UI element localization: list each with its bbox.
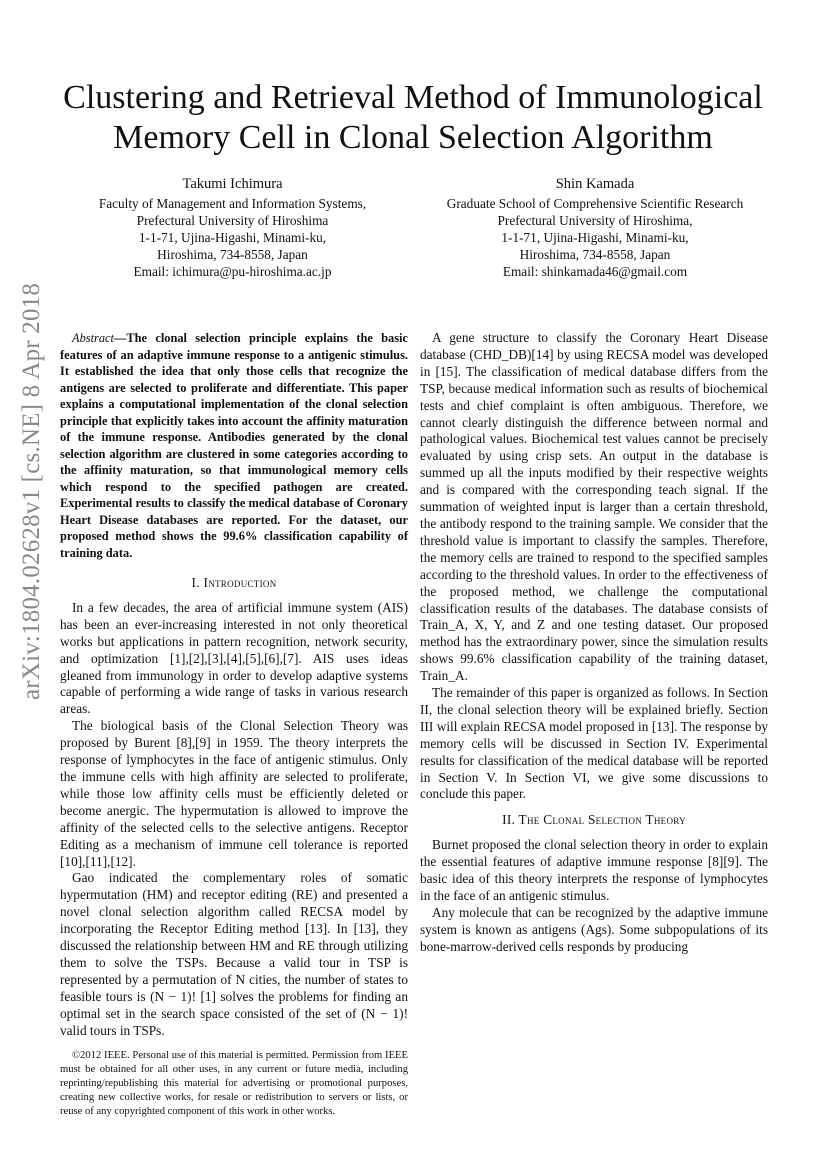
author-affiliation: Prefectural University of Hiroshima,: [497, 213, 693, 228]
paragraph: The remainder of this paper is organized as follows. In Section II, the clonal selection theory will be explained briefly. Section III will explain RECSA model proposed in [13]. The response by memory cells will be discussed in Section IV. Experimental results for classification of the medical database will be reported in Section V. In Section VI, we give some discussions to conclude this paper.: [420, 685, 768, 802]
author-block-2: [420, 176, 770, 280]
right-column: [420, 330, 768, 956]
author-affiliation: Graduate School of Comprehensive Scientific Research: [446, 196, 744, 211]
author-block-1: [60, 176, 405, 280]
paragraph: Gao indicated the complementary roles of somatic hypermutation (HM) and receptor editing (RE) and presented a novel clonal selection algorithm called RECSA model by incorporating the Receptor Editing method [13]. In [13], they discussed the relationship between HM and RE through utilizing them to solve the TSPs. Because a valid tour in TSP is represented by a permutation of N cities, the number of states to feasible tours is (N − 1)! [1] solves the problems for finding an optimal set in the search space consisted of the set of (N − 1)! valid tours in TSPs.: [60, 870, 408, 1038]
left-column: [60, 330, 408, 1118]
title-line-2: Memory Cell in Clonal Selection Algorithm: [113, 119, 713, 156]
paragraph: A gene structure to classify the Coronary Heart Disease database (CHD_DB)[14] by using RECSA model was developed in [15]. The classification of medical database differs from the TSP, because medical information such as results of biochemical tests and chief complaint is often ambiguous. Therefore, we cannot clearly distinguish the difference between normal and pathological values. Biochemical test values cannot be precisely evaluated by using crisp sets. An output in the database is summed up all the inputs modified by their respective weights and is compared with the corresponding teach signal. If the summation of weighted input is larger than a certain threshold, the antibody respond to the training sample. We consider that the threshold value is important to classify the samples. Therefore, the memory cells are trained to respond to the specified samples according to the threshold values. In order to the effectiveness of the proposed method, we challenge the computational classification results of the databases. The database consists of Train_A, X, Y, and Z and one testing dataset. Our proposed method has the extraordinary power, since the simulation results shows 99.6% classification capability of the training dataset, Train_A.: [420, 330, 768, 684]
author-address: 1-1-71, Ujina-Higashi, Minami-ku,: [138, 230, 327, 245]
paper-title: [0, 78, 826, 158]
abstract: [60, 330, 408, 561]
section-heading-clonal-selection: II. The Clonal Selection Theory: [502, 812, 686, 828]
copyright-notice: ©2012 IEEE. Personal use of this material is permitted. Permission from IEEE must be obtained for all other uses, in any current or future media, including reprinting/republishing this material for advertising or promotional purposes, creating new collective works, for resale or redistribution to servers or lists, or reuse of any copyrighted component of this work in other works.: [60, 1050, 408, 1117]
author-affiliation: Faculty of Management and Information Systems,: [98, 196, 367, 211]
paragraph: Burnet proposed the clonal selection theory in order to explain the essential features of adaptive immune response [8][9]. The basic idea of this theory interprets the response of lymphocytes in the face of an antigenic stimulus.: [420, 837, 768, 903]
arxiv-stamp: arXiv:1804.02628v1 [cs.NE] 8 Apr 2018: [18, 282, 45, 700]
author-email: Email: ichimura@pu-hiroshima.ac.jp: [133, 264, 332, 279]
section-heading-introduction: I. Introduction: [191, 575, 277, 590]
paragraph: The biological basis of the Clonal Selection Theory was proposed by Burent [8],[9] in 1959. The theory interprets the response of lymphocytes in the face of antigenic stimulus. Only the immune cells with high affinity are selected to proliferate, while those low affinity cells must be efficiently deleted or become anergic. The hypermutation is allowed to improve the affinity of the selected cells to the selective antigens. Receptor Editing as a mechanism of immune cell tolerance is reported [10],[11],[12].: [60, 718, 408, 869]
author-address: 1-1-71, Ujina-Higashi, Minami-ku,: [501, 230, 689, 245]
abstract-text: —The clonal selection principle explains the basic features of an adaptive immune response to a antigenic stimulus. It established the idea that only those cells that recognize the antigens are selected to proliferate and differentiate. This paper explains a computational implementation of the clonal selection principle that explicitly takes into account the affinity maturation of the immune response. Antibodies generated by the clonal selection algorithm are clustered in some categories according to the affinity maturation, so that immunological memory cells which respond to the specified pathogen are created. Experimental results to classify the medical database of Coronary Heart Disease databases are reported. For the dataset, our proposed method shows the 99.6% classification capability of training data.: [60, 331, 408, 560]
author-name: Takumi Ichimura: [182, 176, 283, 192]
paragraph: In a few decades, the area of artificial immune system (AIS) has been an ever-increasing interested in not only theoretical works but applications in pattern recognition, network security, and optimization [1],[2],[3],[4],[5],[6],[7]. AIS uses ideas gleaned from immunology in order to develop adaptive systems capable of performing a wide range of tasks in various research areas.: [60, 599, 408, 717]
title-line-1: Clustering and Retrieval Method of Immunological: [63, 79, 763, 116]
author-address: Hiroshima, 734-8558, Japan: [519, 247, 671, 262]
author-affiliation: Prefectural University of Hiroshima: [136, 213, 329, 228]
author-name: Shin Kamada: [555, 176, 635, 192]
abstract-label: Abstract: [72, 331, 114, 345]
author-email: Email: shinkamada46@gmail.com: [502, 264, 688, 279]
author-address: Hiroshima, 734-8558, Japan: [157, 247, 308, 262]
paragraph: Any molecule that can be recognized by the adaptive immune system is known as antigens (Ags). Some subpopulations of its bone-marrow-derived cells responds by producing: [420, 904, 768, 954]
